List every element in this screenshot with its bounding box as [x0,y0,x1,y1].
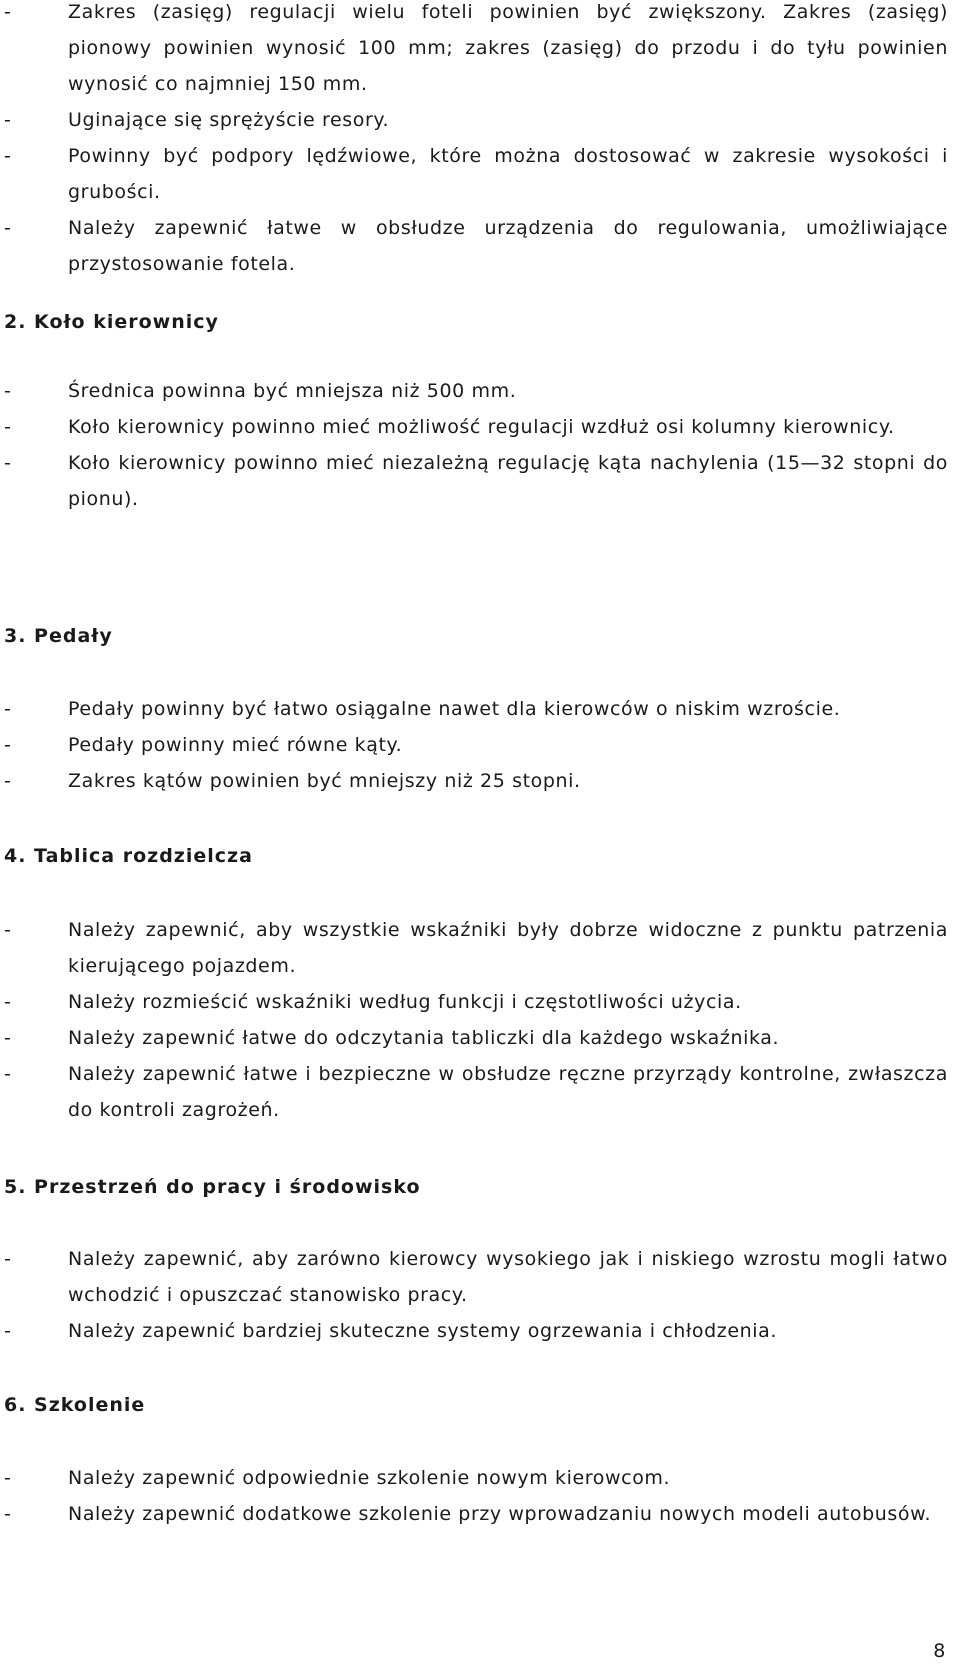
section-6-list [0,1460,960,1532]
list-dash: - [4,217,12,239]
list-dash: - [4,452,12,474]
section-heading: 6. Szkolenie [4,1394,146,1416]
list-item: - Należy zapewnić łatwe i bezpieczne w obsłudze ręczne przyrządy kontrolne, zwłaszcza do kontroli zagrożeń. [0,1056,948,1128]
list-item: - Należy zapewnić odpowiednie szkolenie nowym kierowcom. [0,1460,948,1496]
list-item: - Należy zapewnić, aby zarówno kierowcy wysokiego jak i niskiego wzrostu mogli łatwo wchodzić i opuszczać stanowisko pracy. [0,1241,948,1313]
list-item: - Należy zapewnić dodatkowe szkolenie przy wprowadzaniu nowych modeli autobusów. [0,1496,948,1532]
list-item: - Średnica powinna być mniejsza niż 500 mm. [0,373,948,409]
list-dash: - [4,1,12,23]
section-3-list [0,691,960,799]
section-2-list [0,373,960,517]
list-dash: - [4,416,12,438]
list-dash: - [4,698,12,720]
list-item: - Pedały powinny mieć równe kąty. [0,727,948,763]
section-heading: 4. Tablica rozdzielcza [4,845,253,867]
list-item: - Należy zapewnić, aby wszystkie wskaźniki były dobrze widoczne z punktu patrzenia kierującego pojazdem. [0,912,948,984]
list-item: - Należy rozmieścić wskaźniki według funkcji i częstotliwości użycia. [0,984,948,1020]
list-dash: - [4,380,12,402]
list-item: - Należy zapewnić łatwe do odczytania tabliczki dla każdego wskaźnika. [0,1020,948,1056]
list-item: - Koło kierownicy powinno mieć niezależną regulację kąta nachylenia (15—32 stopni do pionu). [0,445,948,517]
list-dash: - [4,109,12,131]
list-dash: - [4,145,12,167]
page-number: 8 [933,1640,946,1662]
list-item: - Należy zapewnić łatwe w obsłudze urządzenia do regulowania, umożliwiające przystosowanie fotela. [0,210,948,282]
section-heading: 5. Przestrzeń do pracy i środowisko [4,1176,421,1198]
section-5-list [0,1241,960,1349]
list-item: - Uginające się sprężyście resory. [0,102,948,138]
section-heading: 2. Koło kierownicy [4,311,219,333]
section-1-list [0,0,960,282]
list-item: - Powinny być podpory lędźwiowe, które można dostosować w zakresie wysokości i grubości. [0,138,948,210]
list-dash: - [4,770,12,792]
list-item: - Zakres (zasięg) regulacji wielu foteli powinien być zwiększony. Zakres (zasięg) pionowy powinien wynosić 100 mm; zakres (zasięg) do przodu i do tyłu powinien wynosić co najmniej 150 mm. [0,0,948,102]
list-item: - Należy zapewnić bardziej skuteczne systemy ogrzewania i chłodzenia. [0,1313,948,1349]
list-dash: - [4,991,12,1013]
section-heading: 3. Pedały [4,625,113,647]
list-dash: - [4,1320,12,1342]
list-item: - Koło kierownicy powinno mieć możliwość regulacji wzdłuż osi kolumny kierownicy. [0,409,948,445]
list-dash: - [4,919,12,941]
section-4-list [0,912,960,1128]
list-dash: - [4,1027,12,1049]
list-dash: - [4,1503,12,1525]
list-item: - Zakres kątów powinien być mniejszy niż 25 stopni. [0,763,948,799]
list-dash: - [4,1063,12,1085]
list-item: - Pedały powinny być łatwo osiągalne nawet dla kierowców o niskim wzroście. [0,691,948,727]
list-dash: - [4,734,12,756]
list-dash: - [4,1467,12,1489]
list-dash: - [4,1248,12,1270]
